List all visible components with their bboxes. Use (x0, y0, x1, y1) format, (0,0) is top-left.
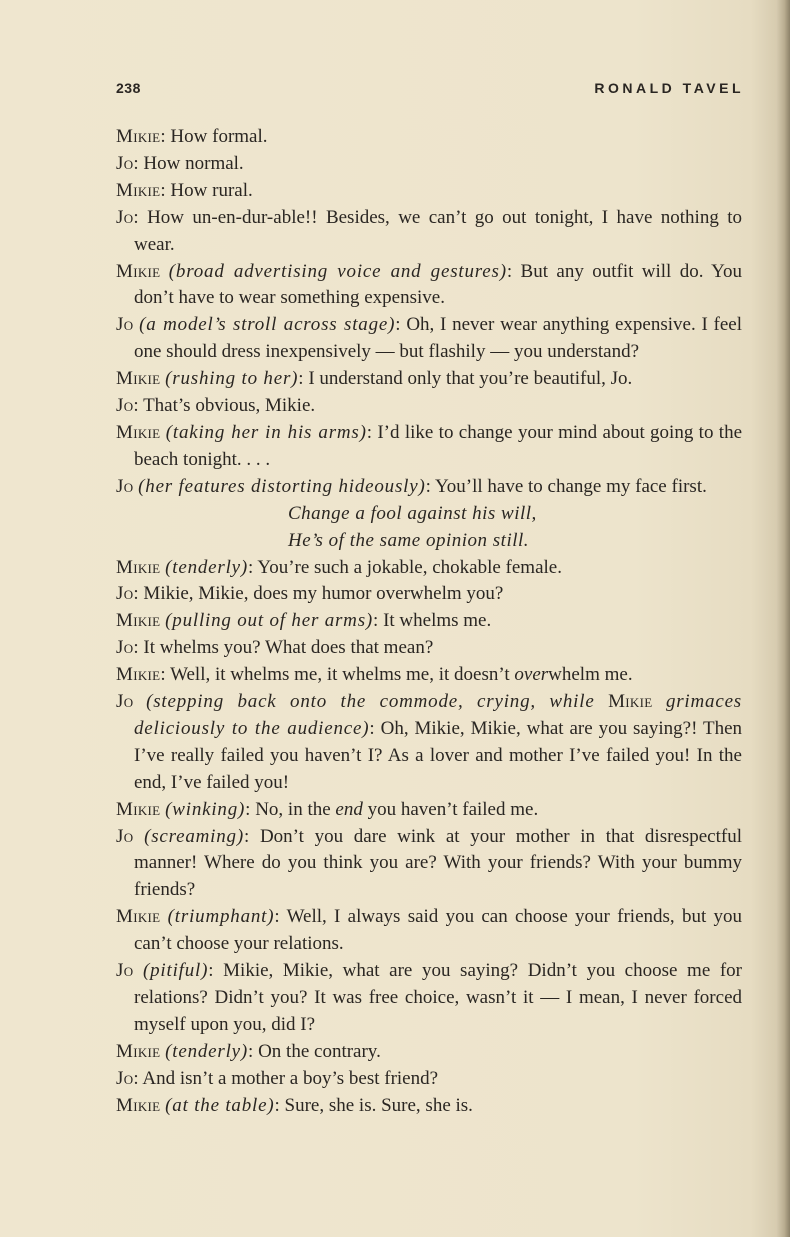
speech-text: Well, it whelms me, it whelms me, it doesn’t (170, 664, 515, 686)
speech-text: Oh, Mikie, Mikie, what are you saying?! Then I’ve really failed you haven’t I? As a lover and mother I’ve failed you! In the end, I’ve failed you! (134, 717, 743, 793)
dialogue-line: Mikie (tenderly): You’re such a jokable, chokable female. (116, 556, 562, 578)
speaker-name: Mikie (116, 126, 161, 147)
verse-line: Change a fool against his will, (288, 502, 537, 524)
emphasis-text: end (335, 798, 363, 820)
dialogue-line: Mikie (triumphant): Well, I always said you can choose your friends, but you can’t choose your relations. (116, 906, 742, 955)
speech-text: I understand only that you’re beautiful, Jo. (308, 368, 633, 390)
stage-direction: (stepping back onto the commode, crying, while (146, 691, 609, 713)
dialogue-line: Jo: Mikie, Mikie, does my humor overwhelm you? (116, 583, 504, 605)
speaker-name: Jo (116, 152, 134, 174)
dialogue-line: Jo (screaming): Don’t you dare wink at your mother in that disrespectful manner! Where do you think you are? With your friends? With your bummy friends? (116, 825, 742, 901)
stage-direction: (at the table) (165, 1094, 275, 1116)
speech-text: Oh, I never wear anything expensive. I feel one should dress inexpensively — but flashily — you understand? (134, 314, 743, 363)
dialogue-line: Mikie (broad advertising voice and gestures): But any outfit will do. You don’t have to wear something expensive. (116, 260, 743, 309)
play-text (116, 124, 742, 1120)
speaker-name: Mikie (116, 260, 161, 282)
speaker-name: Jo (116, 314, 134, 336)
speech-text: How normal. (143, 152, 244, 174)
dialogue-line: Mikie (rushing to her): I understand only that you’re beautiful, Jo. (116, 368, 633, 390)
speech-text: You’re such a jokable, chokable female. (257, 556, 562, 578)
speaker-name: Jo (116, 960, 134, 982)
dialogue-block (116, 824, 742, 1120)
speaker-name: Mikie (116, 421, 161, 443)
dialogue-line: Jo (pitiful): Mikie, Mikie, what are you saying? Didn’t you choose me for relations? Didn’t you? It was free choice, wasn’t it — I mean, I never forced myself upon you, did I? (116, 960, 743, 1035)
book-spine-shadow (776, 0, 790, 1237)
stage-direction: (pitiful) (143, 960, 209, 982)
speaker-name: Jo (116, 825, 134, 847)
dialogue-line: Mikie: How formal. (116, 126, 268, 147)
speech-text: How un-en-dur-able!! Besides, we can’t go out tonight, I have nothing to wear. (134, 206, 742, 255)
speaker-name: Jo (116, 1067, 134, 1089)
dialogue-line: Jo: It whelms you? What does that mean? (116, 637, 434, 659)
speech-text: It whelms me. (383, 610, 492, 632)
dialogue-line: Jo (stepping back onto the commode, crying, while Mikie grimaces deliciously to the audience): Oh, Mikie, Mikie, what are you saying?! Then I’ve really failed you haven’t I? As a lover and mother I’ve failed you! In the end, I’ve failed you! (116, 691, 743, 793)
speech-text: How rural. (170, 179, 253, 201)
speech-text: whelm me. (548, 664, 633, 686)
speech-text: But any outfit will do. You don’t have to wear something expensive. (134, 260, 743, 309)
speaker-name: Mikie (116, 906, 161, 928)
stage-direction: (tenderly) (165, 556, 249, 578)
speech-text: Mikie, Mikie, what are you saying? Didn’t you choose me for relations? Didn’t you? It was free choice, wasn’t it — I mean, I never forced myself upon you, did I? (134, 960, 743, 1035)
emphasis-text: over (514, 664, 549, 686)
speaker-name: Jo (116, 637, 134, 659)
speech-text: Don’t you dare wink at your mother in that disrespectful manner! Where do you think you are? With your friends? With your bummy friends? (134, 825, 742, 901)
stage-direction: (pulling out of her arms) (165, 610, 374, 632)
dialogue-line: Jo (her features distorting hideously): You’ll have to change my face first. (116, 475, 707, 497)
speech-text: You’ll have to change my face first. (434, 475, 707, 497)
dialogue-line: Mikie (winking): No, in the end you haven’t failed me. (116, 798, 539, 820)
speech-text: I’d like to change your mind about going to the beach tonight. . . . (134, 421, 743, 470)
running-head (116, 80, 744, 100)
page-number: 238 (116, 80, 141, 96)
speech-text: On the contrary. (258, 1040, 381, 1062)
speech-text: Well, I always said you can choose your friends, but you can’t choose your relations. (134, 906, 742, 955)
stage-direction-name: Mikie (608, 691, 653, 713)
speaker-name: Mikie (116, 798, 161, 820)
dialogue-line: Jo: And isn’t a mother a boy’s best friend? (116, 1067, 439, 1089)
stage-direction: (triumphant) (167, 906, 275, 928)
speech-text: you haven’t failed me. (362, 798, 539, 820)
dialogue-line: Mikie: Well, it whelms me, it whelms me, it doesn’t overwhelm me. (116, 664, 633, 686)
speaker-name: Jo (116, 206, 134, 228)
dialogue-line: Mikie (tenderly): On the contrary. (116, 1040, 381, 1062)
dialogue-line: Jo (a model’s stroll across stage): Oh, I never wear anything expensive. I feel one should dress inexpensively — but flashily — you understand? (116, 314, 743, 363)
stage-direction: (screaming) (144, 825, 244, 847)
dialogue-line: Mikie (pulling out of her arms): It whelms me. (116, 610, 492, 632)
dialogue-line: Mikie: How rural. (116, 179, 253, 201)
speech-text: It whelms you? What does that mean? (143, 637, 434, 659)
dialogue-block (116, 555, 742, 663)
stage-direction: grimaces deliciously to the audience) (134, 691, 742, 739)
speech-text: And isn’t a mother a boy’s best friend? (142, 1067, 439, 1089)
speech-text: Sure, she is. Sure, she is. (284, 1094, 473, 1116)
speaker-name: Jo (116, 475, 134, 497)
speaker-name: Mikie (116, 610, 161, 632)
speaker-name: Mikie (116, 556, 161, 578)
dialogue-line: Jo: How normal. (116, 152, 244, 174)
stage-direction: (tenderly) (165, 1040, 249, 1062)
speaker-name: Mikie (116, 664, 161, 686)
speaker-name: Mikie (116, 179, 161, 201)
dialogue-line: Mikie (at the table): Sure, she is. Sure, she is. (116, 1094, 473, 1116)
stage-direction: (winking) (165, 798, 246, 820)
verse-line: He’s of the same opinion still. (288, 529, 530, 551)
dialogue-line: Jo: How un-en-dur-able!! Besides, we can’t go out tonight, I have nothing to wear. (116, 206, 742, 255)
speaker-name: Jo (116, 583, 134, 605)
speech-text: That’s obvious, Mikie. (143, 395, 316, 417)
stage-direction: (broad advertising voice and gestures) (168, 260, 507, 282)
dialogue-block (116, 124, 742, 501)
verse-couplet (116, 501, 742, 555)
stage-direction: (her features distorting hideously) (138, 475, 426, 497)
speaker-name: Jo (116, 691, 134, 713)
speaker-name: Mikie (116, 1040, 161, 1062)
speaker-name: Mikie (116, 368, 161, 390)
stage-direction: (rushing to her) (165, 368, 299, 390)
dialogue-line: Jo: That’s obvious, Mikie. (116, 395, 316, 417)
author-name: RONALD TAVEL (594, 80, 744, 96)
speaker-name: Jo (116, 395, 134, 417)
stage-direction: (taking her in his arms) (165, 421, 367, 443)
speech-text: How formal. (170, 126, 268, 147)
speech-text: No, in the (255, 798, 336, 820)
dialogue-line: Mikie (taking her in his arms): I’d like to change your mind about going to the beach tonight. . . . (116, 421, 743, 470)
speech-text: Mikie, Mikie, does my humor overwhelm you? (143, 583, 504, 605)
speaker-name: Mikie (116, 1094, 161, 1116)
stage-direction: (a model’s stroll across stage) (139, 314, 396, 336)
